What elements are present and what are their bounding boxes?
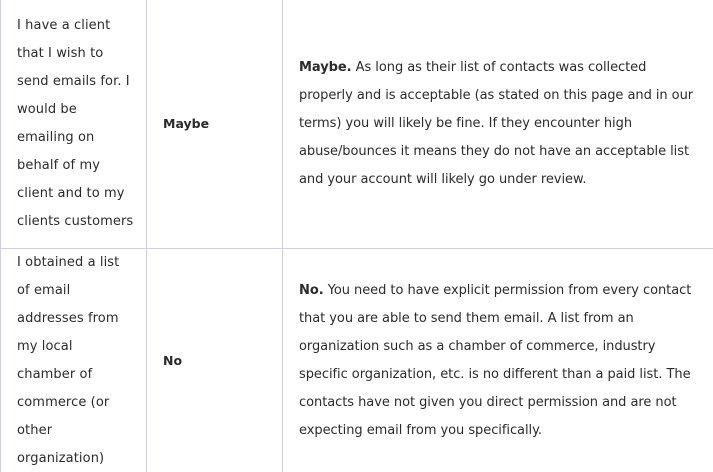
question-text: I have a client that I wish to send emails for. I would be emailing on behalf of my client and to my clients customers [17, 18, 134, 229]
table-row [1, 249, 713, 472]
verdict-text: No [163, 353, 183, 368]
answer-lead: Maybe. [299, 60, 352, 75]
answer-text: You need to have explicit permission from every contact that you are able to send them email. A list from an organization such as a chamber of commerce, industry specific organization, etc. is no different than a paid list. The contacts have not given you direct permission and are not expecting email from you specifically. [299, 283, 692, 438]
verdict-cell [147, 0, 283, 249]
answer-lead: No. [299, 283, 324, 298]
question-text: I obtained a list of email addresses from my local chamber of commerce (or other organization) [17, 255, 120, 466]
answer-cell [283, 249, 713, 472]
table-row [1, 0, 713, 249]
answer-cell [283, 0, 713, 249]
question-cell [1, 249, 147, 472]
verdict-cell [147, 249, 283, 472]
question-cell [1, 0, 147, 249]
verdict-text: Maybe [163, 116, 210, 131]
answer-text: As long as their list of contacts was collected properly and is acceptable (as stated on this page and in our terms) you will likely be fine. If they encounter high abuse/bounces it means they do not have an acceptable list and your account will likely go under review. [299, 60, 694, 187]
